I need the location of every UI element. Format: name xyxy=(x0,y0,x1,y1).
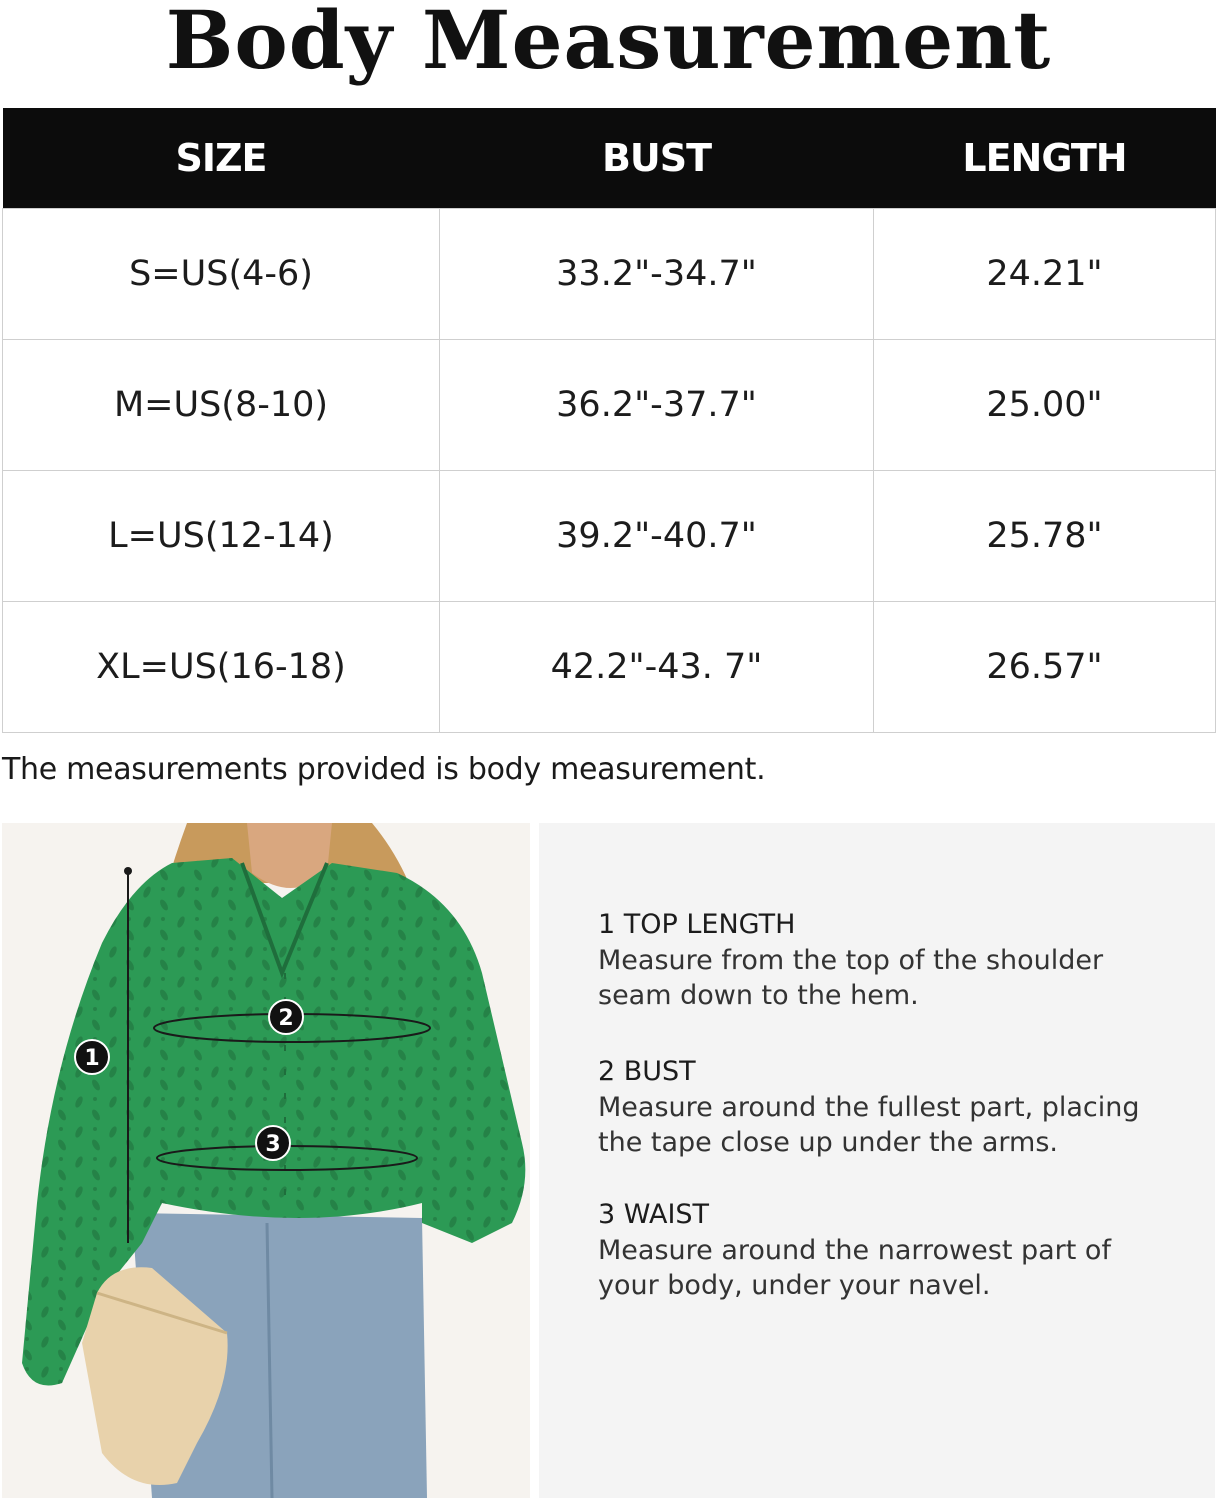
length-cell: 25.78" xyxy=(874,470,1216,601)
step-description: Measure from the top of the shoulder seam down to the hem. xyxy=(598,945,1104,1011)
table-row xyxy=(3,470,1216,601)
step-title: 2 BUST xyxy=(598,1056,696,1087)
guide-step-waist xyxy=(598,1199,1198,1303)
marker-1 xyxy=(75,1040,109,1074)
bust-cell: 33.2"-34.7" xyxy=(440,208,874,339)
column-header-length: LENGTH xyxy=(874,108,1216,208)
guide-step-bust xyxy=(598,1056,1198,1160)
svg-text:3: 3 xyxy=(265,1132,281,1157)
guide-step-top-length xyxy=(598,909,1198,1013)
table-row xyxy=(3,339,1216,470)
marker-2 xyxy=(269,1000,303,1034)
table-row xyxy=(3,208,1216,339)
measurement-note: The measurements provided is body measurement. xyxy=(2,752,766,787)
bust-cell: 36.2"-37.7" xyxy=(440,339,874,470)
svg-text:1: 1 xyxy=(84,1046,100,1071)
table-row xyxy=(3,601,1216,732)
column-header-size: SIZE xyxy=(3,108,440,208)
length-cell: 25.00" xyxy=(874,339,1216,470)
length-cell: 26.57" xyxy=(874,601,1216,732)
svg-text:2: 2 xyxy=(278,1006,294,1031)
size-cell: M=US(8-10) xyxy=(3,339,440,470)
size-chart-table xyxy=(2,108,1216,733)
size-cell: XL=US(16-18) xyxy=(3,601,440,732)
bust-cell: 39.2"-40.7" xyxy=(440,470,874,601)
model-photo xyxy=(2,823,530,1498)
marker-3 xyxy=(256,1126,290,1160)
size-cell: L=US(12-14) xyxy=(3,470,440,601)
step-description: Measure around the narrowest part of your body, under your navel. xyxy=(598,1235,1111,1301)
step-title: 3 WAIST xyxy=(598,1199,710,1230)
length-cell: 24.21" xyxy=(874,208,1216,339)
page-title: Body Measurement xyxy=(165,0,1052,87)
step-title: 1 TOP LENGTH xyxy=(598,909,796,940)
measurement-guide-panel xyxy=(539,823,1215,1498)
bust-cell: 42.2"-43. 7" xyxy=(440,601,874,732)
size-cell: S=US(4-6) xyxy=(3,208,440,339)
table-header-row xyxy=(3,108,1216,208)
column-header-bust: BUST xyxy=(440,108,874,208)
step-description: Measure around the fullest part, placing the tape close up under the arms. xyxy=(598,1092,1140,1158)
